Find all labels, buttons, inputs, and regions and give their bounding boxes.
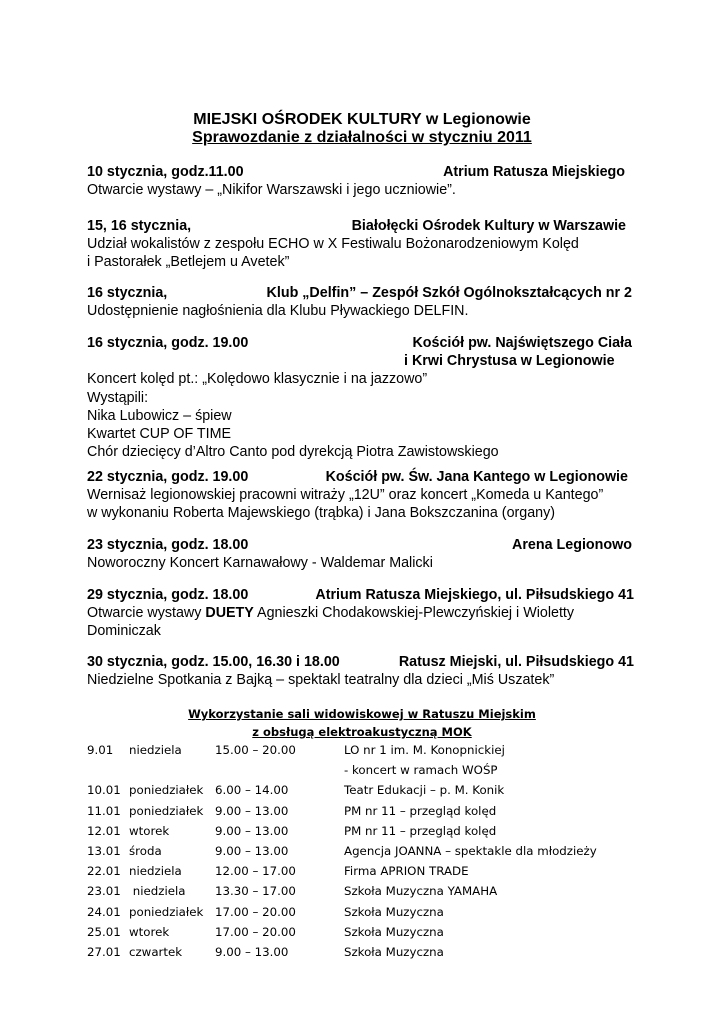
event-description: w wykonaniu Roberta Majewskiego (trąbka) i Jana Bokszczanina (organy): [87, 505, 556, 522]
event-header: [87, 217, 626, 235]
table-row: [87, 942, 647, 962]
row-description: Szkoła Muzyczna: [344, 924, 444, 939]
document-title: MIEJSKI OŚRODEK KULTURY w Legionowie: [193, 111, 531, 128]
event-entry: [87, 284, 632, 320]
row-description: Szkoła Muzyczna: [344, 944, 444, 959]
table-row: [87, 821, 647, 841]
schedule-title: Wykorzystanie sali widowiskowej w Ratuszu Miejskim: [188, 707, 536, 721]
event-description: Niedzielne Spotkania z Bajką – spektakl teatralny dla dzieci „Miś Uszatek”: [87, 672, 555, 689]
row-description: Szkoła Muzyczna YAMAHA: [344, 884, 498, 899]
row-date: 12.01: [87, 823, 121, 838]
event-description: Wystąpili:: [87, 389, 149, 406]
event-entry: [87, 163, 647, 199]
table-row: [87, 902, 647, 922]
event-entry: [87, 468, 628, 523]
event-entry: [87, 586, 634, 641]
event-description-post: Agnieszki Chodakowskiej-Plewczyńskiej i Wioletty: [253, 605, 575, 622]
row-date: 13.01: [87, 843, 121, 858]
row-time: 9.00 – 13.00: [215, 944, 289, 959]
event-description: Nika Lubowicz – śpiew: [87, 407, 232, 424]
event-place: Klub „Delfin” – Zespół Szkół Ogólnokształcących nr 2: [266, 285, 632, 301]
event-header: [87, 468, 628, 486]
event-header: [87, 536, 632, 554]
event-header: [87, 334, 632, 370]
table-row: [87, 841, 647, 861]
row-date: 24.01: [87, 904, 121, 919]
row-day: środa: [129, 843, 162, 858]
event-date: 16 stycznia, godz. 19.00: [87, 335, 249, 351]
row-time: 17.00 – 20.00: [215, 904, 296, 919]
event-description: Noworoczny Koncert Karnawałowy - Waldemar Malicki: [87, 555, 433, 572]
table-row: [87, 760, 647, 780]
row-day: niedziela: [129, 864, 182, 879]
row-time: 9.00 – 13.00: [215, 843, 289, 858]
schedule-subtitle: z obsługą elektroakustyczną MOK: [252, 725, 472, 739]
event-date: 22 stycznia, godz. 19.00: [87, 469, 249, 485]
event-description: i Pastorałek „Betlejem u Avetek”: [87, 254, 290, 271]
row-date: 25.01: [87, 924, 121, 939]
event-description: Koncert kolęd pt.: „Kolędowo klasycznie i na jazzowo”: [87, 371, 428, 388]
schedule-table: [87, 740, 647, 962]
event-description: [87, 604, 634, 622]
row-time: 15.00 – 20.00: [215, 743, 296, 757]
event-entry: [87, 217, 626, 272]
event-date: 29 stycznia, godz. 18.00: [87, 587, 249, 603]
event-place: Białołęcki Ośrodek Kultury w Warszawie: [351, 218, 626, 234]
row-date: 23.01: [87, 884, 121, 899]
row-time: 12.00 – 17.00: [215, 864, 296, 879]
event-entry: [87, 536, 632, 572]
event-description: Dominiczak: [87, 623, 161, 640]
row-day: poniedziałek: [129, 803, 204, 818]
row-description: Firma APRION TRADE: [344, 864, 469, 879]
row-description: Teatr Edukacji – p. M. Konik: [344, 783, 505, 798]
row-day: niedziela: [129, 743, 182, 757]
event-entry: [87, 653, 634, 689]
row-date: 10.01: [87, 783, 121, 798]
exhibition-name: DUETY: [205, 605, 254, 622]
row-time: 9.00 – 13.00: [215, 803, 289, 818]
event-date: 10 stycznia, godz.11.00: [87, 164, 244, 180]
row-description: PM nr 11 – przegląd kolęd: [344, 823, 497, 838]
event-place-line2: i Krwi Chrystusa w Legionowie: [404, 353, 615, 370]
row-day: wtorek: [129, 924, 170, 939]
row-date: 11.01: [87, 803, 121, 818]
row-description: Agencja JOANNA – spektakle dla młodzieży: [344, 843, 597, 858]
row-date: 27.01: [87, 944, 121, 959]
event-header: [87, 163, 647, 181]
event-date: 23 stycznia, godz. 18.00: [87, 537, 249, 553]
event-date: 15, 16 stycznia,: [87, 218, 192, 234]
table-row: [87, 881, 647, 901]
event-header: [87, 586, 634, 604]
event-place: Atrium Ratusza Miejskiego: [443, 164, 625, 180]
table-row: [87, 922, 647, 942]
event-date: 16 stycznia,: [87, 285, 168, 301]
row-time: 17.00 – 20.00: [215, 924, 296, 939]
event-date: 30 stycznia, godz. 15.00, 16.30 i 18.00: [87, 654, 340, 670]
event-place: Atrium Ratusza Miejskiego, ul. Piłsudskiego 41: [315, 587, 634, 603]
row-time: 9.00 – 13.00: [215, 823, 289, 838]
event-place: Ratusz Miejski, ul. Piłsudskiego 41: [398, 654, 634, 670]
event-description: Udostępnienie nagłośnienia dla Klubu Pływackiego DELFIN.: [87, 303, 469, 320]
row-description: - koncert w ramach WOŚP: [344, 763, 498, 778]
row-day: poniedziałek: [129, 783, 204, 798]
document-subtitle: Sprawozdanie z działalności w styczniu 2011: [192, 129, 532, 146]
row-date: 9.01: [87, 743, 114, 757]
row-description: Szkoła Muzyczna: [344, 904, 444, 919]
event-header: [87, 653, 634, 671]
event-description-pre: Otwarcie wystawy: [87, 605, 206, 622]
event-description: Udział wokalistów z zespołu ECHO w X Festiwalu Bożonarodzeniowym Kolęd: [87, 236, 579, 253]
row-date: 22.01: [87, 864, 121, 879]
row-description: PM nr 11 – przegląd kolęd: [344, 803, 497, 818]
table-row: [87, 740, 647, 760]
row-day: poniedziałek: [129, 904, 204, 919]
row-description: LO nr 1 im. M. Konopnickiej: [344, 743, 505, 757]
row-day: niedziela: [129, 884, 186, 899]
row-time: 13.30 – 17.00: [215, 884, 296, 899]
row-day: czwartek: [129, 944, 183, 959]
event-description: Otwarcie wystawy – „Nikifor Warszawski i jego uczniowie”.: [87, 182, 456, 199]
event-place: Kościół pw. Św. Jana Kantego w Legionowie: [325, 469, 628, 485]
event-entry: [87, 334, 632, 461]
table-row: [87, 780, 647, 800]
event-place: Kościół pw. Najświętszego Ciała: [412, 335, 632, 351]
table-row: [87, 801, 647, 821]
table-row: [87, 861, 647, 881]
event-description: Kwartet CUP OF TIME: [87, 425, 232, 442]
event-description: Wernisaż legionowskiej pracowni witraży „12U” oraz koncert „Komeda u Kantego”: [87, 487, 604, 504]
event-description: Chór dziecięcy d’Altro Canto pod dyrekcją Piotra Zawistowskiego: [87, 444, 499, 461]
event-place: Arena Legionowo: [512, 537, 632, 553]
row-day: wtorek: [129, 823, 170, 838]
row-time: 6.00 – 14.00: [215, 783, 289, 798]
event-header: [87, 284, 632, 302]
